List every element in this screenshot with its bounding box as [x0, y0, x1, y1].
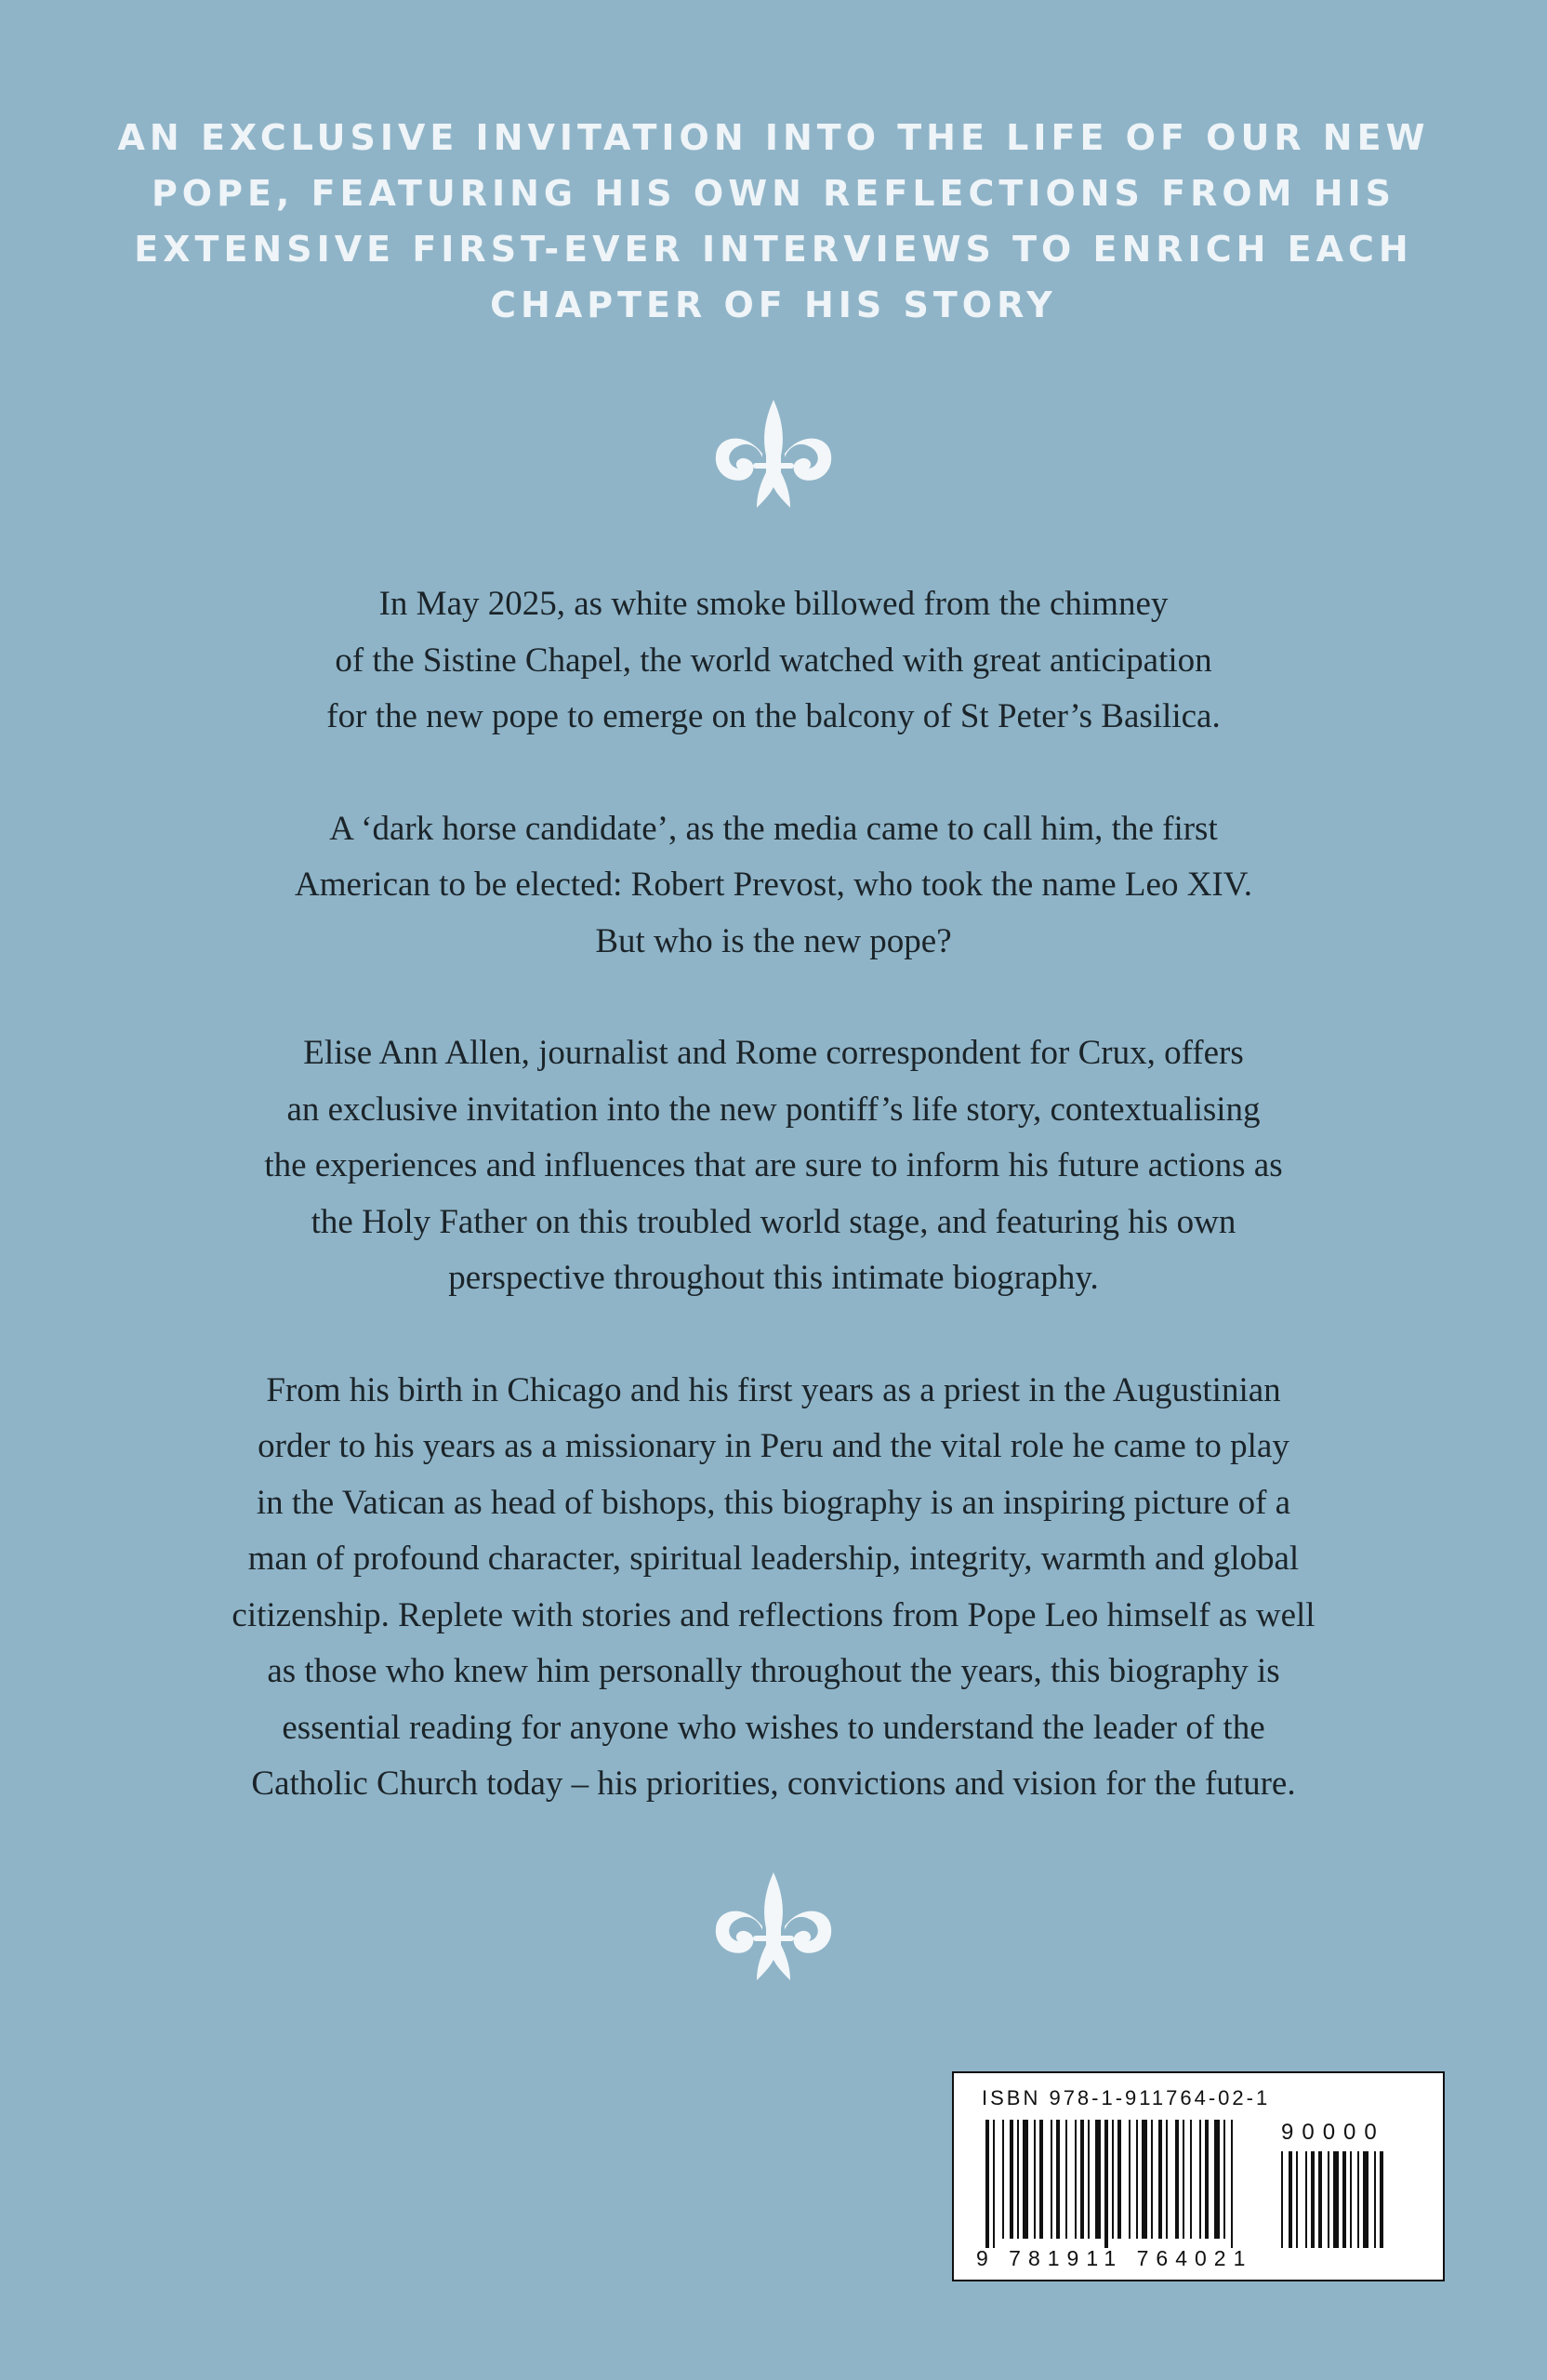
barcode-bar	[1205, 2120, 1209, 2239]
cover-tagline: AN EXCLUSIVE INVITATION INTO THE LIFE OF OUR NEW POPE, FEATURING HIS OWN REFLECTIONS FROM HIS EXTENSIVE FIRST-EVER INTERVIEWS TO ENRICH EACH CHAPTER OF HIS STORY	[117, 117, 1430, 325]
barcode-bar	[1183, 2120, 1184, 2239]
addon-digits: 90000	[1281, 2120, 1385, 2145]
fleur-de-lis-ornament-icon	[708, 1871, 839, 1982]
barcode-bar	[1136, 2120, 1138, 2239]
addon-bar	[1363, 2151, 1368, 2248]
barcode-bar	[1112, 2120, 1114, 2239]
barcode-bar	[1214, 2120, 1220, 2239]
addon-bar	[1374, 2151, 1376, 2248]
addon-bar	[1305, 2151, 1307, 2248]
barcode-bar	[1129, 2120, 1130, 2239]
blurb-paragraph-2: A ‘dark horse candidate’, as the media came to call him, the first American to be elected: Robert Prevost, who took the name Leo XIV. But who is the new pope?	[295, 809, 1252, 960]
addon-bar	[1380, 2151, 1383, 2248]
barcode-bar	[1023, 2120, 1028, 2239]
blurb-paragraph-1: In May 2025, as white smoke billowed from the chimney of the Sistine Chapel, the world watched with great anticipation for the new pope to emerge on the balcony of St Peter’s Basilica.	[326, 585, 1221, 735]
addon-bar	[1342, 2151, 1346, 2248]
blurb-paragraph-4: From his birth in Chicago and his first years as a priest in the Augustinian order to his years as a missionary in Peru and the vital role he came to play in the Vatican as head of bishops, this biography is an inspiring picture of a man of profound character, spiritual leadership, integrity, warmth and global citizenship. Replete with stories and reflections from Pope Leo himself as well as those who knew him personally throughout the years, this biography is essential reading for anyone who wishes to understand the leader of the Catholic Church today – his priorities, convictions and vision for the future.	[231, 1370, 1316, 1803]
addon-bar	[1333, 2151, 1339, 2248]
addon-bar	[1281, 2151, 1283, 2248]
barcode-bar	[1039, 2120, 1043, 2239]
barcode-bar	[1080, 2120, 1084, 2239]
addon-bar	[1328, 2151, 1329, 2248]
barcode-bar	[1231, 2120, 1233, 2248]
barcode-bar	[1075, 2120, 1077, 2239]
barcode-bar	[1151, 2120, 1153, 2239]
barcode-bar	[1088, 2120, 1090, 2239]
addon-bar	[1289, 2151, 1292, 2248]
barcode-bar	[1158, 2120, 1162, 2239]
barcode-bar	[1010, 2120, 1013, 2239]
barcode-bar	[1199, 2120, 1201, 2239]
barcode-bar	[985, 2120, 989, 2248]
barcode-bar	[1051, 2120, 1052, 2239]
fleur-de-lis-ornament-icon	[708, 398, 839, 509]
barcode-bar	[1034, 2120, 1036, 2239]
barcode-bar	[1017, 2120, 1019, 2239]
ean-digits: 9 781911 764021	[976, 2246, 1253, 2270]
addon-bar	[1350, 2151, 1352, 2248]
barcode-bar	[1104, 2120, 1108, 2248]
barcode-bar	[1166, 2120, 1168, 2239]
barcode-bar	[1117, 2120, 1121, 2239]
addon-bar	[1311, 2151, 1315, 2248]
barcode-bar	[1175, 2120, 1179, 2239]
barcode-bar	[1095, 2120, 1101, 2239]
barcode-bar	[1142, 2120, 1147, 2239]
barcode-bar	[993, 2120, 995, 2248]
addon-bar	[1357, 2151, 1359, 2248]
blurb-text	[123, 576, 1424, 1869]
barcode-bar	[1002, 2120, 1004, 2239]
barcode-bar	[1056, 2120, 1060, 2239]
blurb-paragraph-3: Elise Ann Allen, journalist and Rome correspondent for Crux, offers an exclusive invitation into the new pontiff’s life story, contextualising the experiences and influences that are sure to inform his future actions as the Holy Father on this troubled world stage, and featuring his own perspective throughout this intimate biography.	[264, 1034, 1283, 1297]
barcode-bar	[1223, 2120, 1225, 2239]
addon-bar	[1296, 2151, 1298, 2248]
barcode-bar	[1190, 2120, 1192, 2239]
addon-bar	[1318, 2151, 1322, 2248]
isbn-label: ISBN 978-1-911764-02-1	[982, 2086, 1271, 2109]
barcode-bar	[1065, 2120, 1067, 2239]
isbn-barcode	[952, 2071, 1445, 2281]
